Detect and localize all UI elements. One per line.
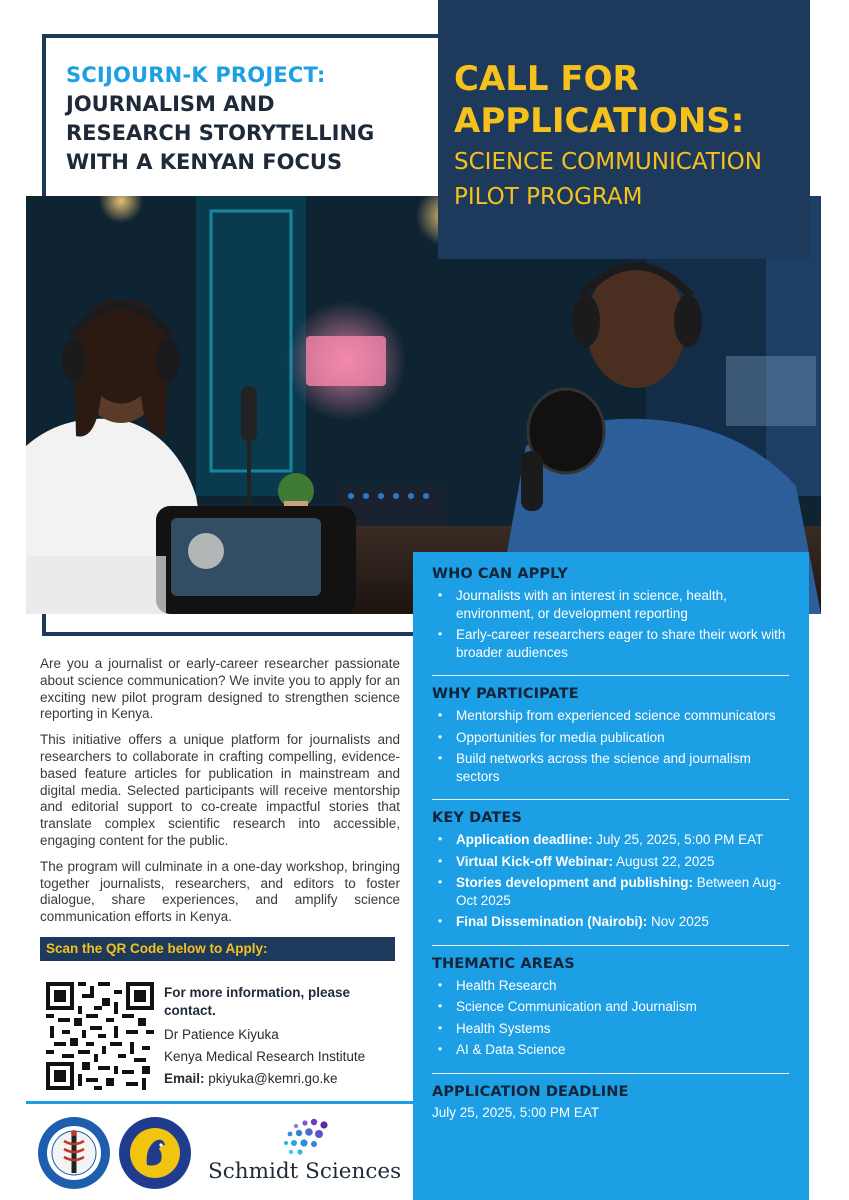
schmidt-sciences-logo xyxy=(208,1118,404,1184)
contact-organization: Kenya Medical Research Institute xyxy=(164,1049,366,1064)
why-participate-section xyxy=(432,686,789,800)
key-dates-section xyxy=(432,810,789,946)
list-item xyxy=(432,831,789,849)
intro-paragraph-2: This initiative offers a unique platform for journalists and researchers to collaborate in crafting compelling, evidence-based feature articles for publication in mainstream and digital media. Selected participants will receive mentorship and editorial support to co-create impactful stories that translate complex scientific research into accessible, engaging content for the public. xyxy=(40,732,400,848)
contact-name: Dr Patience Kiyuka xyxy=(164,1027,279,1042)
application-deadline-heading: APPLICATION DEADLINE xyxy=(432,1083,629,1100)
list-item: • Health Systems xyxy=(432,1020,789,1038)
project-title-line3: RESEARCH STORYTELLING xyxy=(66,121,375,145)
date-label: Application deadline: xyxy=(456,832,593,847)
contact-info xyxy=(164,984,404,1092)
call-subtitle-line1: SCIENCE COMMUNICATION xyxy=(454,149,762,175)
list-item: • Build networks across the science and journalism sectors xyxy=(432,750,789,785)
list-item: • Opportunities for media publication xyxy=(432,729,789,747)
list-item: • Early-career researchers eager to share their work with broader audiences xyxy=(432,626,789,661)
list-item: • Science Communication and Journalism xyxy=(432,998,789,1016)
ucsc-communication-logo xyxy=(117,1115,193,1191)
intro-paragraph-3: The program will culminate in a one-day workshop, bringing together journalists, researchers, and editors to foster dialogue, share experiences, and amplify science communication efforts in Kenya. xyxy=(40,858,400,925)
contact-heading-line2: contact. xyxy=(164,1003,216,1018)
who-can-apply-heading: WHO CAN APPLY xyxy=(432,566,568,582)
date-value: July 25, 2025, 5:00 PM EAT xyxy=(592,832,764,847)
call-title-line2: APPLICATIONS: xyxy=(454,101,745,141)
who-can-apply-section xyxy=(432,566,789,676)
date-label: Stories development and publishing: xyxy=(456,875,694,890)
thematic-areas-heading: THEMATIC AREAS xyxy=(432,955,575,972)
project-title-line4: WITH A KENYAN FOCUS xyxy=(66,150,343,174)
email-label: Email: xyxy=(164,1071,205,1086)
date-value: Between Aug-Oct 2025 xyxy=(456,875,781,908)
key-dates-heading: KEY DATES xyxy=(432,810,522,826)
date-label: Virtual Kick-off Webinar: xyxy=(456,853,614,869)
kemri-logo xyxy=(36,1115,112,1191)
thematic-areas-section xyxy=(432,956,789,1074)
intro-paragraph-1: Are you a journalist or early-career researcher passionate about science communication? We invite you to apply for an exciting new pilot program designed to strengthen science reporting in Kenya. xyxy=(40,656,400,722)
contact-email[interactable]: pkiyuka@kemri.go.ke xyxy=(208,1071,338,1086)
project-title-line2: JOURNALISM AND xyxy=(66,92,275,116)
application-deadline-section xyxy=(432,1084,789,1130)
scan-qr-banner: Scan the QR Code below to Apply: xyxy=(40,937,395,961)
why-participate-heading: WHY PARTICIPATE xyxy=(432,686,579,702)
call-title-line1: CALL FOR xyxy=(454,59,639,99)
list-item: • Journalists with an interest in science, health, environment, or development reporting xyxy=(432,587,789,622)
schmidt-sciences-wordmark: Schmidt Sciences xyxy=(208,1159,402,1184)
contact-email-line xyxy=(164,1070,404,1088)
date-value: Nov 2025 xyxy=(647,914,709,929)
list-item: • Health Research xyxy=(432,977,789,995)
schmidt-dots-icon xyxy=(284,1119,328,1155)
application-deadline-text: July 25, 2025, 5:00 PM EAT xyxy=(432,1104,600,1120)
intro-body xyxy=(40,656,400,935)
list-item xyxy=(432,853,789,871)
list-item xyxy=(432,874,789,909)
contact-heading xyxy=(164,984,404,1020)
project-title-line1: SCIJOURN-K PROJECT: xyxy=(66,63,326,87)
info-panel xyxy=(413,552,809,1200)
contact-heading-line1: For more information, please xyxy=(164,985,351,1000)
qr-code[interactable] xyxy=(46,982,154,1090)
call-subtitle-line2: PILOT PROGRAM xyxy=(454,184,643,210)
date-label: Final Dissemination (Nairobi): xyxy=(456,914,648,929)
date-value: August 22, 2025 xyxy=(613,853,715,869)
list-item: • AI & Data Science xyxy=(432,1041,789,1059)
list-item: • Mentorship from experienced science communicators xyxy=(432,707,789,725)
list-item xyxy=(432,913,789,931)
project-title-box xyxy=(42,34,438,199)
footer-divider xyxy=(26,1101,414,1104)
photo-frame-accent xyxy=(42,612,413,636)
call-for-applications-box xyxy=(438,0,810,259)
